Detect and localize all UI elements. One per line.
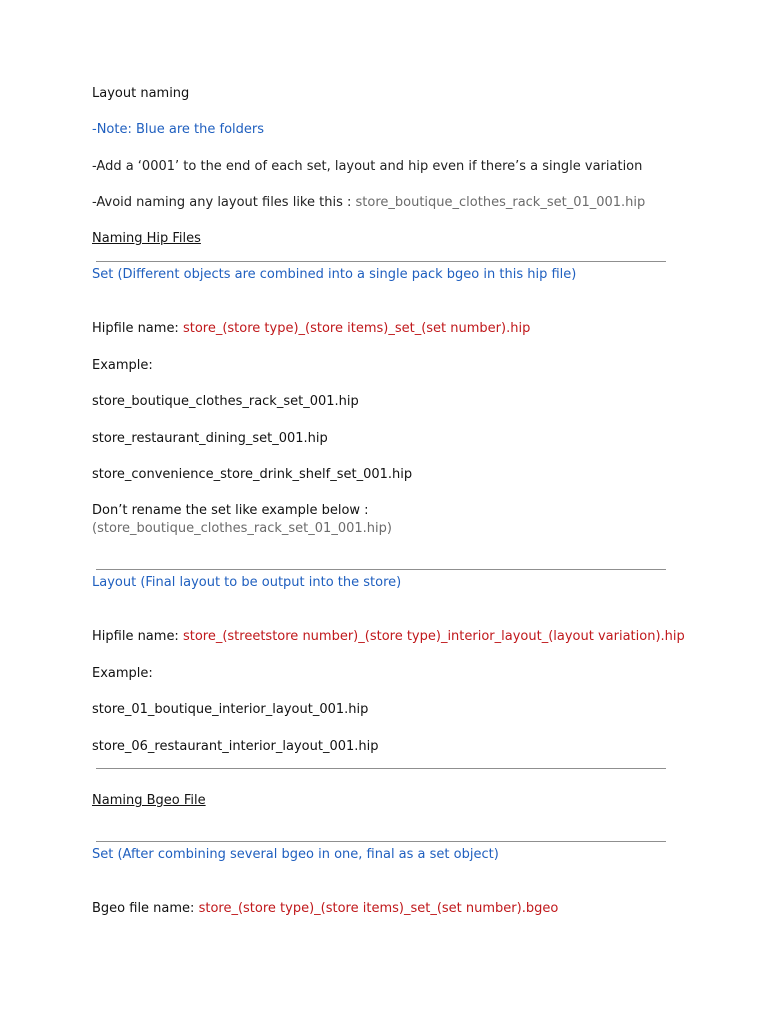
- document-title: Layout naming: [92, 86, 190, 101]
- section-divider: [96, 768, 666, 769]
- avoid-naming-prefix: -Avoid naming any layout files like this :: [92, 195, 356, 210]
- add-suffix-rule: -Add a ‘0001’ to the end of each set, layout and hip even if there’s a single variation: [92, 159, 643, 174]
- layout-example-item: store_06_restaurant_interior_layout_001.hip: [92, 739, 379, 754]
- dont-rename-example: (store_boutique_clothes_rack_set_01_001.hip): [92, 521, 392, 536]
- bgeo-set-folder-label: Set (After combining several bgeo in one, final as a set object): [92, 847, 499, 862]
- set-example-item: store_boutique_clothes_rack_set_001.hip: [92, 394, 359, 409]
- folder-color-note: -Note: Blue are the folders: [92, 122, 265, 137]
- bgeo-file-label: Bgeo file name:: [92, 901, 199, 916]
- set-folder-label: Set (Different objects are combined into a single pack bgeo in this hip file): [92, 267, 577, 282]
- layout-hipfile-label: Hipfile name:: [92, 629, 183, 644]
- set-example-item: store_restaurant_dining_set_001.hip: [92, 431, 328, 446]
- set-example-label: Example:: [92, 358, 153, 373]
- section-divider: [96, 841, 666, 842]
- avoid-naming-rule: [92, 194, 645, 212]
- set-hipfile-pattern: store_(store type)_(store items)_set_(set number).hip: [182, 321, 531, 336]
- bgeo-file-name: [92, 900, 558, 918]
- layout-example-label: Example:: [92, 666, 153, 681]
- bgeo-file-pattern: store_(store type)_(store items)_set_(set number).bgeo: [198, 901, 559, 916]
- layout-hipfile-pattern: store_(streetstore number)_(store type)_interior_layout_(layout variation).hip: [182, 629, 685, 644]
- layout-example-item: store_01_boutique_interior_layout_001.hip: [92, 702, 369, 717]
- section-divider: [96, 261, 666, 262]
- dont-rename-note: Don’t rename the set like example below :: [92, 503, 369, 518]
- set-hipfile-name: [92, 320, 530, 338]
- section-divider: [96, 569, 666, 570]
- layout-hipfile-name: [92, 628, 685, 646]
- naming-hip-files-heading: Naming Hip Files: [92, 231, 201, 246]
- layout-folder-label: Layout (Final layout to be output into the store): [92, 575, 402, 590]
- avoid-naming-example: store_boutique_clothes_rack_set_01_001.hip: [355, 195, 646, 210]
- set-example-item: store_convenience_store_drink_shelf_set_001.hip: [92, 467, 413, 482]
- naming-bgeo-file-heading: Naming Bgeo File: [92, 793, 206, 808]
- set-hipfile-label: Hipfile name:: [92, 321, 183, 336]
